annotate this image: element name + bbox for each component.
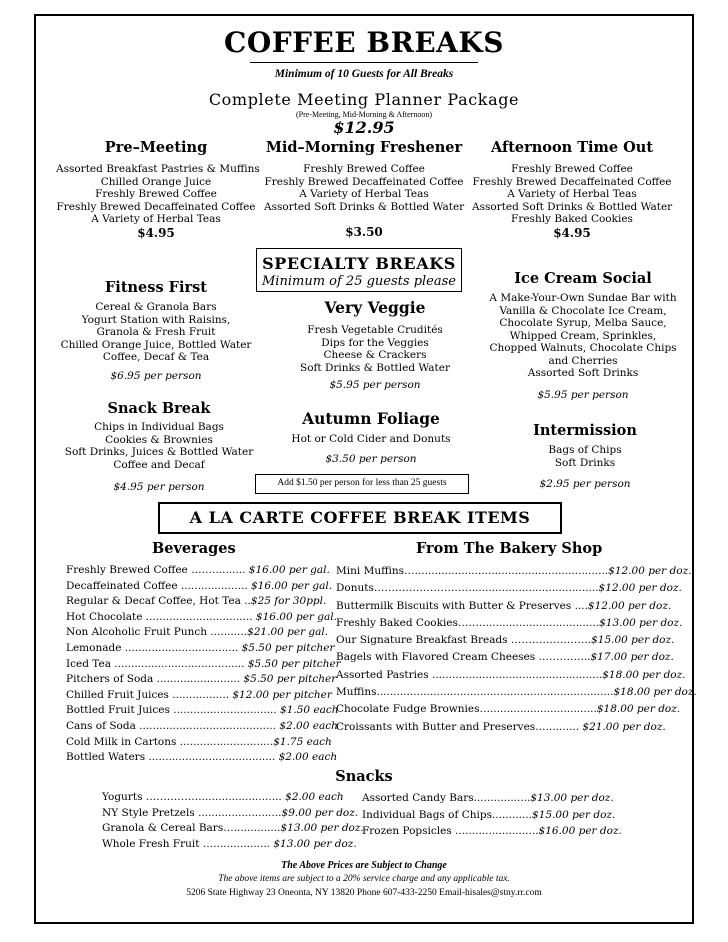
page-title: COFFEE BREAKS bbox=[224, 26, 504, 59]
leader-dots: ………………………....................................... bbox=[373, 582, 599, 595]
item-price: $5.50 per pitcher bbox=[238, 641, 335, 654]
leader-dots: .................................. bbox=[121, 641, 239, 654]
column-price: $4.95 bbox=[137, 225, 175, 240]
item-name: Granola & Cereal Bars bbox=[102, 822, 224, 834]
leader-dots: ......................................... bbox=[135, 719, 277, 732]
item-price: $12.00 per doz. bbox=[608, 565, 692, 577]
package-title: Complete Meeting Planner Package bbox=[208, 90, 520, 109]
price-row bbox=[66, 563, 334, 579]
leader-dots: ….......... bbox=[535, 720, 580, 733]
price-row bbox=[66, 688, 334, 704]
section-title: Intermission bbox=[533, 422, 637, 439]
list-item: Chilled Orange Juice bbox=[100, 175, 212, 188]
item-price: $1.50 each bbox=[276, 704, 339, 717]
section-title: Autumn Foliage bbox=[302, 409, 440, 428]
item-price: $12.00 per pitcher bbox=[229, 688, 332, 701]
item-price: $5.50 per pitcher bbox=[244, 657, 341, 670]
list-item: Coffee, Decaf & Tea bbox=[102, 351, 210, 363]
leader-dots: ......................... bbox=[455, 825, 539, 838]
list-item: Yogurt Station with Raisins, bbox=[81, 313, 231, 326]
bakery-title: From The Bakery Shop bbox=[416, 540, 603, 557]
leader-dots: ....................................................................... bbox=[376, 686, 614, 699]
column-title: Pre–Meeting bbox=[104, 139, 208, 156]
item-price: $9.00 per doz. bbox=[281, 806, 359, 819]
snacks-left-list bbox=[102, 790, 364, 852]
snacks-title: Snacks bbox=[335, 768, 393, 785]
item-price: $18.00 per doz. bbox=[596, 703, 681, 716]
item-name: Freshly Brewed Coffee bbox=[66, 564, 188, 576]
item-price: $15.00 per doz. bbox=[591, 634, 675, 647]
section-title: Ice Cream Social bbox=[514, 270, 652, 287]
list-item: Vanilla & Chocolate Ice Cream, bbox=[499, 304, 667, 317]
price-per-person: $3.50 per person bbox=[325, 452, 417, 465]
leader-dots: ........... bbox=[207, 626, 248, 639]
leader-dots: ……………......................... bbox=[145, 791, 282, 803]
price-row bbox=[102, 821, 364, 837]
item-price: $13.00 per doz. bbox=[599, 616, 683, 629]
price-per-person: $5.95 per person bbox=[537, 388, 629, 401]
price-row bbox=[362, 823, 622, 840]
title-underline bbox=[250, 62, 478, 63]
list-item: Chopped Walnuts, Chocolate Chips bbox=[489, 342, 677, 354]
item-name: Bottled Waters bbox=[66, 751, 146, 764]
item-price: $18.00 per doz. bbox=[602, 668, 686, 681]
item-price: $17.00 per doz. bbox=[590, 651, 674, 664]
section-title: Snack Break bbox=[107, 400, 211, 417]
leader-dots: .................... bbox=[177, 579, 248, 592]
price-per-person: $4.95 per person bbox=[113, 481, 205, 493]
item-name: Muffins bbox=[336, 686, 377, 699]
item-name: Bagels with Flavored Cream Cheeses bbox=[336, 651, 539, 664]
autumn-foliage bbox=[266, 409, 476, 465]
item-price: $13.00 per doz. bbox=[530, 792, 614, 804]
column-title: Afternoon Time Out bbox=[490, 139, 654, 156]
list-item: Freshly Brewed Decaffeinated Coffee bbox=[472, 175, 672, 188]
list-item: and Cherries bbox=[548, 354, 618, 367]
price-row bbox=[336, 598, 672, 615]
leader-dots: …….................................... bbox=[457, 616, 600, 629]
item-name: Chocolate Fudge Brownies bbox=[336, 703, 480, 716]
item-price: $1.75 each bbox=[273, 735, 332, 748]
list-item: Freshly Brewed Coffee bbox=[303, 163, 425, 175]
list-item: Chilled Orange Juice, Bottled Water bbox=[60, 338, 252, 351]
list-item: Bags of Chips bbox=[548, 444, 622, 456]
minimum-guests-note: Minimum of 10 Guests for All Breaks bbox=[274, 68, 454, 80]
beverages-list bbox=[66, 563, 341, 766]
item-name: Iced Tea bbox=[66, 657, 111, 670]
item-name: NY Style Pretzels bbox=[102, 806, 199, 819]
intermission bbox=[480, 422, 690, 490]
list-item: Freshly Baked Cookies bbox=[511, 213, 633, 225]
price-row bbox=[66, 594, 334, 610]
snack-break bbox=[56, 400, 262, 493]
list-item: Chips in Individual Bags bbox=[94, 421, 224, 433]
specialty-title: SPECIALTY BREAKS bbox=[262, 254, 456, 273]
leader-dots: …….......... bbox=[187, 564, 246, 576]
leader-dots: ......................... bbox=[153, 673, 241, 686]
column-pre-meeting bbox=[56, 139, 260, 240]
price-row bbox=[66, 579, 334, 595]
leader-dots: .... bbox=[574, 599, 588, 612]
item-name: Yogurts bbox=[102, 791, 146, 803]
leader-dots: ................................................... bbox=[431, 668, 603, 681]
item-name: Hot Chocolate bbox=[66, 610, 143, 623]
price-row bbox=[66, 719, 338, 735]
price-row bbox=[66, 641, 334, 657]
item-price: $16.00 per gal. bbox=[247, 579, 333, 592]
price-row bbox=[66, 735, 334, 751]
list-item: Freshly Brewed Decaffeinated Coffee bbox=[56, 200, 256, 213]
column-afternoon bbox=[472, 139, 672, 240]
price-row bbox=[336, 615, 683, 632]
list-item: Assorted Soft Drinks & Bottled Water bbox=[472, 200, 673, 213]
price-per-person: $6.95 per person bbox=[110, 369, 202, 382]
section-title: Very Veggie bbox=[324, 298, 426, 317]
item-price: $13.00 per doz. bbox=[280, 822, 364, 834]
item-price: $13.00 per doz. bbox=[270, 837, 357, 850]
price-row bbox=[66, 672, 337, 688]
item-price: $12.00 per doz. bbox=[598, 582, 682, 595]
surcharge-note: Add $1.50 per person for less than 25 guests bbox=[277, 478, 447, 488]
item-name: Cans of Soda bbox=[66, 719, 136, 732]
leader-dots: ................. bbox=[473, 792, 531, 804]
price-row bbox=[66, 610, 337, 626]
leader-dots: …................. bbox=[202, 837, 271, 850]
list-item: Fresh Vegetable Crudités bbox=[307, 324, 443, 336]
item-price: $2.00 each bbox=[276, 719, 338, 732]
service-charge-note: The above items are subject to a 20% service charge and any applicable tax. bbox=[218, 874, 510, 884]
price-row bbox=[336, 701, 681, 718]
list-item: Assorted Breakfast Pastries & Muffins bbox=[56, 163, 260, 175]
leader-dots: …………... bbox=[538, 651, 591, 664]
item-name: Decaffeinated Coffee bbox=[66, 579, 178, 592]
bakery-list bbox=[336, 563, 697, 736]
item-price: $15.00 per doz. bbox=[532, 808, 616, 821]
price-row bbox=[102, 806, 359, 822]
list-item: A Variety of Herbal Teas bbox=[507, 188, 637, 200]
list-item: Soft Drinks & Bottled Water bbox=[300, 361, 450, 374]
item-name: Croissants with Butter and Preserves bbox=[336, 720, 536, 733]
item-name: Our Signature Breakfast Breads bbox=[336, 634, 511, 647]
specialty-subtitle: Minimum of 25 guests please bbox=[262, 274, 456, 289]
price-row bbox=[362, 807, 622, 824]
item-name: Regular & Decaf Coffee, Hot Tea bbox=[66, 595, 245, 608]
leader-dots: ................................ bbox=[142, 610, 253, 623]
price-row bbox=[66, 657, 341, 673]
price-row bbox=[66, 750, 338, 766]
item-price: $18.00 per doz. bbox=[613, 686, 697, 699]
item-name: Cold Milk in Cartons bbox=[66, 735, 177, 748]
fitness-first bbox=[56, 279, 256, 382]
column-price: $3.50 bbox=[345, 225, 383, 239]
list-item: Freshly Brewed Decaffeinated Coffee bbox=[264, 175, 464, 188]
item-price: $2.00 each bbox=[281, 791, 344, 803]
list-item: A Make-Your-Own Sundae Bar with bbox=[489, 292, 677, 304]
price-row bbox=[336, 684, 697, 701]
leader-dots: ...................................... bbox=[145, 751, 276, 764]
beverages-title: Beverages bbox=[152, 540, 236, 557]
item-name: Buttermilk Biscuits with Butter & Preserves bbox=[336, 599, 575, 612]
item-name: Frozen Popsicles bbox=[362, 825, 456, 838]
list-item: Cookies & Brownies bbox=[105, 433, 213, 446]
item-name: Individual Bags of Chips bbox=[362, 808, 492, 821]
item-price: $21.00 per doz. bbox=[579, 720, 666, 733]
contact-info: 5206 State Highway 23 Oneonta, NY 13820 Phone 607-433-2250 Email-hisales@stny.rr.com bbox=[186, 888, 542, 898]
item-price: $21.00 per gal. bbox=[247, 626, 329, 639]
price-row bbox=[336, 580, 682, 597]
item-name: Donuts bbox=[336, 582, 374, 595]
price-row bbox=[336, 649, 674, 666]
item-name: Bottled Fruit Juices bbox=[66, 704, 170, 717]
package-price: $12.95 bbox=[333, 118, 395, 137]
list-item: Granola & Fresh Fruit bbox=[96, 326, 216, 338]
item-price: $25 for 30ppl. bbox=[250, 595, 327, 608]
list-item: Assorted Soft Drinks bbox=[527, 367, 639, 379]
item-name: Freshly Baked Cookies bbox=[336, 616, 458, 629]
list-item: Cheese & Crackers bbox=[323, 349, 427, 361]
ice-cream-social bbox=[478, 270, 688, 401]
list-item: Cereal & Granola Bars bbox=[95, 301, 217, 313]
price-row bbox=[336, 632, 675, 649]
price-per-person: $5.95 per person bbox=[329, 379, 421, 391]
item-name: Whole Fresh Fruit bbox=[102, 837, 203, 850]
item-name: Mini Muffins bbox=[336, 565, 405, 577]
price-row bbox=[102, 790, 352, 806]
price-change-note: The Above Prices are Subject to Change bbox=[281, 860, 447, 871]
leader-dots: ....................................... bbox=[110, 657, 245, 670]
list-item: Coffee and Decaf bbox=[113, 458, 205, 471]
item-price: $12.00 per doz. bbox=[587, 599, 672, 612]
price-row bbox=[66, 703, 339, 719]
item-price: $16.00 per gal. bbox=[252, 610, 337, 623]
price-row bbox=[102, 837, 357, 853]
item-name: Chilled Fruit Juices bbox=[66, 688, 169, 701]
item-name: Pitchers of Soda bbox=[66, 673, 154, 686]
list-item: Dips for the Veggies bbox=[321, 336, 429, 349]
price-row bbox=[336, 667, 686, 684]
column-price: $4.95 bbox=[553, 225, 591, 240]
price-row bbox=[336, 563, 692, 580]
price-row bbox=[66, 625, 334, 641]
item-name: Assorted Candy Bars bbox=[362, 792, 474, 804]
price-row bbox=[362, 790, 622, 807]
item-name: Lemonade bbox=[66, 641, 122, 654]
very-veggie bbox=[270, 298, 480, 391]
price-per-person: $2.95 per person bbox=[539, 478, 631, 490]
list-item: Hot or Cold Cider and Donuts bbox=[291, 433, 451, 445]
list-item: Soft Drinks, Juices & Bottled Water bbox=[64, 446, 254, 458]
price-row bbox=[336, 719, 666, 736]
column-title: Mid–Morning Freshener bbox=[265, 139, 463, 156]
leader-dots: ............................... bbox=[169, 704, 277, 717]
list-item: Chocolate Syrup, Melba Sauce, bbox=[499, 317, 667, 329]
leader-dots: ................. bbox=[168, 688, 230, 701]
list-item: Whipped Cream, Sprinkles, bbox=[509, 329, 657, 342]
item-name: Assorted Pastries bbox=[336, 668, 432, 681]
leader-dots: ......................... bbox=[198, 806, 282, 819]
leader-dots: ….............. bbox=[223, 822, 281, 834]
list-item: Freshly Brewed Coffee bbox=[511, 163, 633, 175]
item-price: $16.00 per gal. bbox=[245, 564, 330, 576]
list-item: Soft Drinks bbox=[554, 456, 616, 469]
list-item: A Variety of Herbal Teas bbox=[91, 213, 221, 225]
alacarte-title: A LA CARTE COFFEE BREAK ITEMS bbox=[189, 508, 531, 527]
item-price: $2.00 each bbox=[275, 751, 338, 764]
leader-dots: ............ bbox=[491, 808, 533, 821]
list-item: Assorted Soft Drinks & Bottled Water bbox=[264, 200, 465, 213]
list-item: Freshly Brewed Coffee bbox=[95, 188, 217, 200]
section-title: Fitness First bbox=[105, 279, 207, 296]
leader-dots: ............................ bbox=[176, 735, 274, 748]
item-name: Non Alcoholic Fruit Punch bbox=[66, 626, 207, 639]
snacks-right-list bbox=[362, 790, 622, 840]
package-subtitle: (Pre-Meeting, Mid-Morning & Afternoon) bbox=[296, 110, 432, 119]
leader-dots: ………………….. bbox=[510, 634, 592, 647]
item-price: $5.50 per pitcher bbox=[240, 673, 337, 686]
column-mid-morning bbox=[264, 139, 464, 239]
leader-dots: ….......................................................... bbox=[404, 565, 609, 577]
item-price: $16.00 per doz. bbox=[538, 825, 622, 838]
leader-dots: .. bbox=[244, 595, 251, 608]
list-item: A Variety of Herbal Teas bbox=[299, 188, 429, 200]
leader-dots: …................................ bbox=[479, 703, 597, 716]
